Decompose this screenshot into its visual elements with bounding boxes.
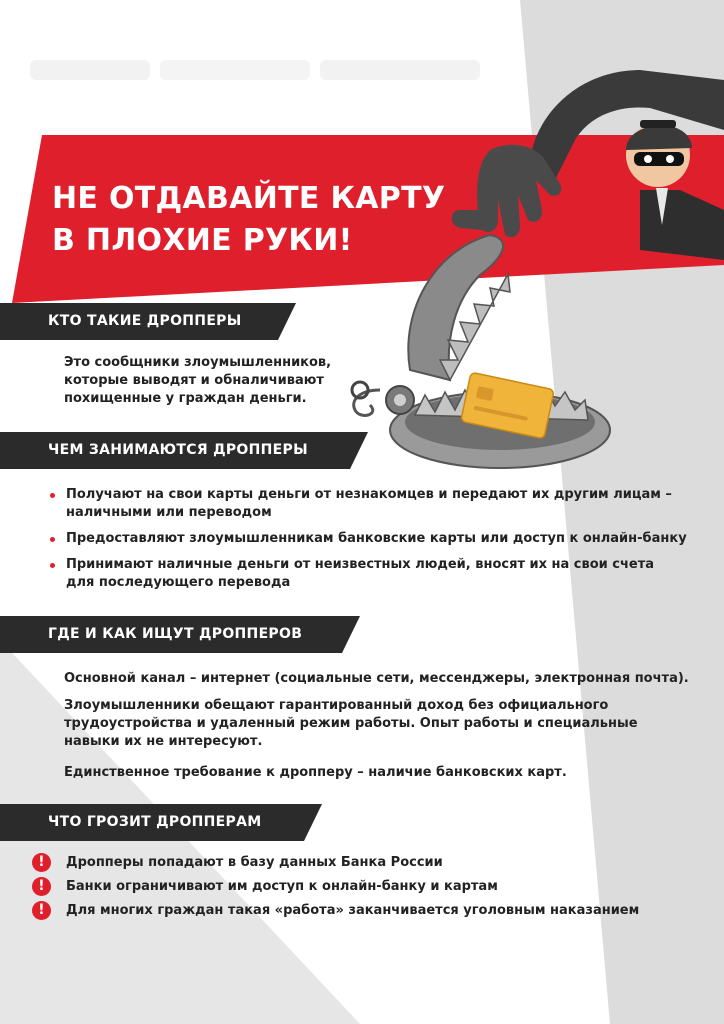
list-item: ! Банки ограничивают им доступ к онлайн-банку и картам: [32, 877, 639, 901]
list-item: Получают на свои карты деньги от незнакомцев и передают их другим лицам – наличными или переводом: [48, 486, 687, 522]
title-line-1: НЕ ОТДАВАЙТЕ КАРТУ: [52, 181, 446, 216]
list-item: ! Дропперы попадают в базу данных Банка России: [32, 853, 639, 877]
threat-list: [32, 853, 639, 925]
section-title-who: КТО ТАКИЕ ДРОППЕРЫ: [48, 313, 242, 329]
red-dot-icon: [50, 537, 55, 542]
section-header-who: [0, 303, 296, 340]
section-title-what: ЧЕМ ЗАНИМАЮТСЯ ДРОППЕРЫ: [48, 442, 308, 458]
section-header-threat: [0, 804, 322, 841]
red-dot-icon: [50, 563, 55, 568]
section-title-threat: ЧТО ГРОЗИТ ДРОППЕРАМ: [48, 814, 262, 830]
where-paragraph-2: Злоумышленники обещают гарантированный доход без официального трудоустройства и удаленный режим работы. Опыт работы и специальные навыки их не интересуют.: [64, 698, 638, 749]
exclamation-circle-icon: !: [32, 853, 51, 872]
exclamation-circle-icon: !: [32, 877, 51, 896]
section-title-where: ГДЕ И КАК ИЩУТ ДРОППЕРОВ: [48, 626, 303, 642]
list-item: ! Для многих граждан такая «работа» заканчивается уголовным наказанием: [32, 901, 639, 925]
list-item: Предоставляют злоумышленникам банковские карты или доступ к онлайн-банку: [48, 530, 687, 548]
section-header-what: [0, 432, 368, 469]
section-header-where: [0, 616, 360, 653]
title-line-2: В ПЛОХИЕ РУКИ!: [52, 223, 353, 258]
who-description: Это сообщники злоумышленников, которые выводят и обналичивают похищенные у граждан деньги.: [64, 355, 332, 406]
list-item: Принимают наличные деньги от неизвестных людей, вносят их на свои счета для последующего перевода: [48, 556, 687, 592]
thief-trap-illustration: [340, 60, 724, 480]
what-list: [48, 486, 687, 600]
where-paragraph-3: Единственное требование к дропперу – наличие банковских карт.: [64, 765, 567, 780]
red-dot-icon: [50, 493, 55, 498]
where-paragraph-1: Основной канал – интернет (социальные сети, мессенджеры, электронная почта).: [64, 671, 689, 686]
exclamation-circle-icon: !: [32, 901, 51, 920]
